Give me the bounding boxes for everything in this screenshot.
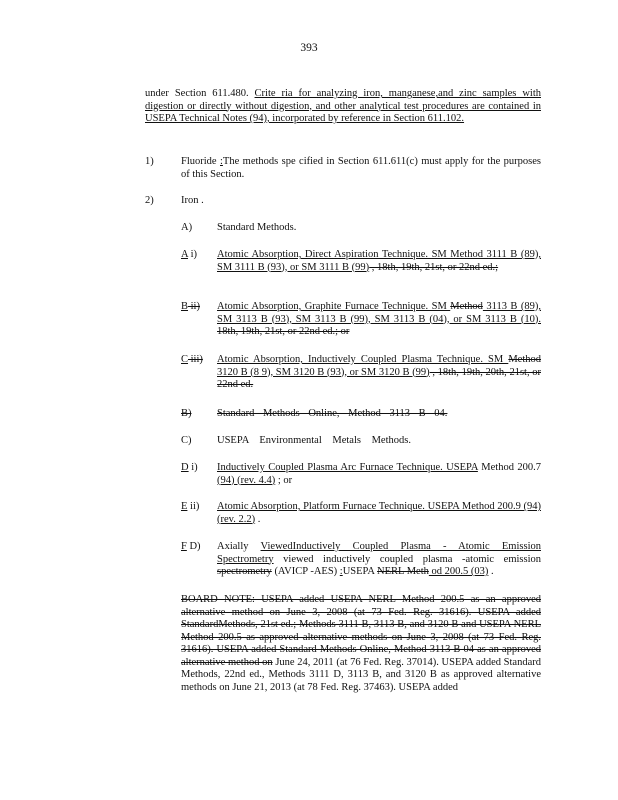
item-bii-label [181, 301, 200, 314]
item-1-text [181, 156, 541, 181]
item-bii-text [217, 301, 541, 339]
item-eii-label-old: ii) [187, 501, 200, 512]
item-di-text [217, 462, 541, 487]
item-fd-underlined-3: od 200.5 (03) [428, 566, 489, 577]
item-ciii-struck-2: , 18th, 19th, 20th, 21st, or 22nd ed. [217, 366, 541, 390]
item-di-underlined: Inductively Coupled Plasma Arc Furnace Technique. USEPA [217, 462, 478, 473]
item-2-label: 2) [145, 195, 154, 206]
item-di-underlined-2: (94) (rev. 4.4) [217, 474, 276, 486]
item-b-struck-text: Standard Methods Online, Method 3113 B 04. [217, 408, 448, 419]
page-number: 393 [300, 42, 318, 54]
item-b-struck-label: B) [181, 408, 192, 419]
item-ai-label-old: i) [188, 249, 198, 260]
item-c-label: C) [181, 435, 192, 446]
item-fd-plain-5: . [488, 566, 494, 577]
item-1-underlined: : [220, 156, 223, 167]
item-fd-label-new: F [181, 541, 187, 552]
item-fd-text [217, 541, 541, 579]
item-bii-underlined-2: 3113 B (89), SM 3113 B (93), SM 3113 B (99), SM 3113 B (04), or SM 3113 B (10). [217, 301, 541, 325]
item-eii-text [217, 501, 541, 526]
item-fd-struck-2: NERL Meth [377, 566, 429, 577]
item-fd-underlined: ViewedInductively Coupled Plasma - Atomic Emission Spectrometry [217, 541, 541, 565]
item-eii-plain: . [255, 513, 261, 525]
board-note [181, 594, 541, 694]
item-di-plain: Method 200.7 [477, 462, 541, 473]
item-1-plain-2: The methods spe cified in Section 611.611(c) must apply for the purposes of this Section. [181, 156, 541, 180]
item-eii-label [181, 501, 199, 514]
item-eii-label-new: E [181, 501, 188, 512]
item-ciii-label-old: iii) [188, 354, 203, 365]
item-fd-plain-3: (AVICP -AES) [271, 566, 340, 577]
board-note-struck: BOARD NOTE: USEPA added USEPA NERL Method 200.5 as an approved alternative method on June 3, 2008 (at 73 Fed. Reg. 31616). USEPA added StandardMethods, 21st ed.; Methods 3111 B, 3113 B, and 3120 B and USEPA NERL Method 200.5 as approved alternative methods on June 3, 2008 (at 73 Fed. Reg. 31616). USEPA added Standard Methods Online, Method 3113 B 04 as an approved alternative method on [181, 594, 541, 668]
item-fd-label-old: D) [186, 541, 201, 552]
board-note-plain: June 24, 2011 (at 76 Fed. Reg. 37014). USEPA added Standard Methods, 22nd ed., Methods 3111 D, 3113 B, and 3120 B as approved alternative methods on June 21, 2013 (at 78 Fed. Reg. 37463). USEPA added [181, 656, 541, 693]
item-ai-struck: , 18th, 19th, 21st, or 22nd ed.; [369, 261, 499, 273]
item-bii-struck-2: 18th, 19th, 21st, or 22nd ed.; or [217, 326, 350, 337]
item-2-text: Iron . [181, 195, 204, 206]
item-ciii-label-new: C [181, 354, 189, 365]
item-bii-label-new: B [181, 301, 189, 312]
item-1-label: 1) [145, 156, 154, 167]
item-ai-text [217, 249, 541, 274]
item-fd-underlined-2: : [339, 566, 343, 577]
item-a-text: Standard Methods. [217, 222, 297, 233]
item-1-plain: Fluoride [181, 156, 220, 167]
item-bii-underlined: Atomic Absorption, Graphite Furnace Technique. SM [217, 301, 451, 312]
item-di-plain-2: ; or [275, 474, 293, 486]
item-eii-underlined: Atomic Absorption, Platform Furnace Technique. USEPA Method 200.9 (94) (rev. 2.2) [217, 501, 541, 525]
item-fd-plain-2: viewed inductively coupled plasma -atomic emission [273, 553, 541, 565]
item-c-text: USEPA Environmental Metals Methods. [217, 435, 411, 446]
item-ai-underlined: Atomic Absorption, Direct Aspiration Technique. SM Method 3111 B (89), SM 3111 B (93), or SM 3111 B (99) [217, 249, 541, 273]
item-fd-struck: spectrometry [217, 566, 272, 577]
item-fd-plain: Axially [217, 541, 261, 552]
item-fd-label [181, 541, 201, 554]
item-a-label: A) [181, 222, 193, 233]
item-ciii-text [217, 354, 541, 392]
item-ai-label [181, 249, 197, 262]
item-ciii-label [181, 354, 203, 367]
intro-paragraph [145, 88, 541, 126]
item-ai-label-new: A [181, 249, 189, 260]
item-ciii-underlined-2: 3120 B (8 9), SM 3120 B (93), or SM 3120 B (99) [217, 366, 430, 378]
item-bii-struck: Method [450, 301, 483, 312]
item-di-label [181, 462, 198, 475]
intro-plain: under Section 611.480. [145, 88, 255, 99]
item-ciii-struck: Method [508, 354, 541, 365]
item-di-label-new: D [181, 462, 189, 473]
item-di-label-old: i) [188, 462, 198, 473]
item-fd-plain-4: USEPA [342, 566, 378, 577]
item-ciii-underlined: Atomic Absorption, Inductively Coupled Plasma Technique. SM [217, 354, 509, 365]
intro-underlined: Crite ria for analyzing iron, manganese,and zinc samples with digestion or directly without digestion, and other analytical test procedures are contained in USEPA Technical Notes (94), incorporated by reference in Section 611.102. [145, 88, 541, 124]
item-bii-label-old: ii) [188, 301, 200, 312]
